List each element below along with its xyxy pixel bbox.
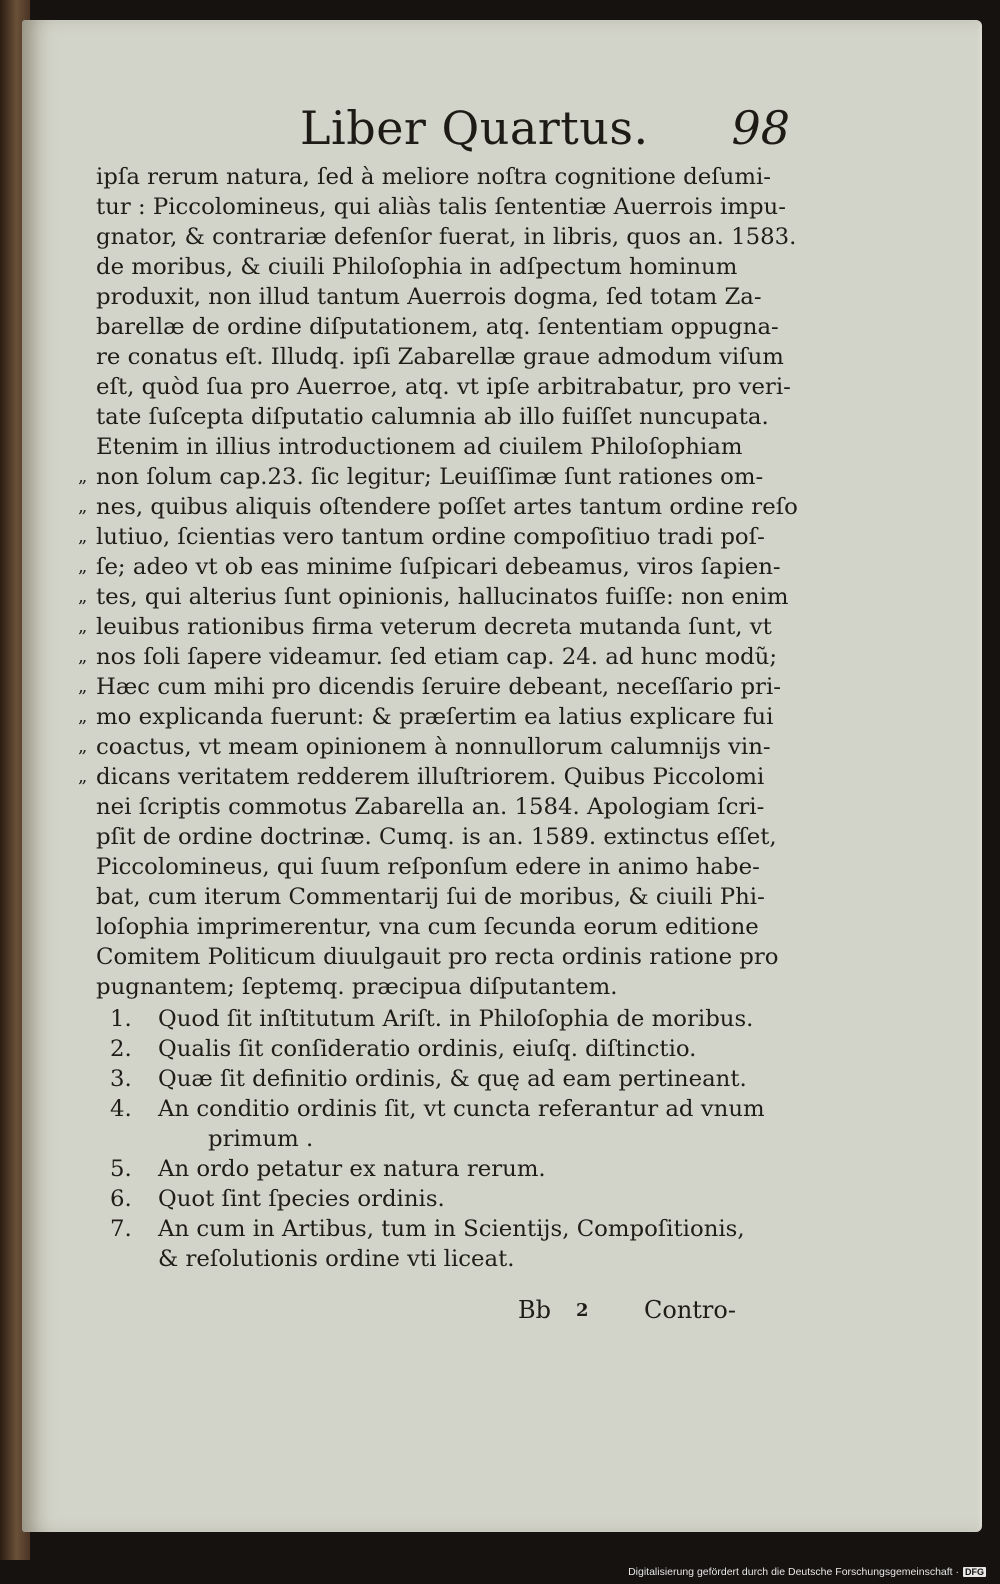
list-number: 3. xyxy=(110,1066,132,1092)
signature-mark: Bb xyxy=(518,1296,551,1324)
quote-marker: „ xyxy=(78,586,88,607)
text-line xyxy=(96,432,816,462)
list-item xyxy=(110,1154,810,1184)
line-text: non ſolum cap.23. ſic legitur; Leuiſſimæ ſunt rationes om- xyxy=(96,464,764,490)
list-item xyxy=(110,1004,810,1034)
line-text: tate ſuſcepta diſputatio calumnia ab illo fuiſſet nuncupata. xyxy=(96,404,769,430)
line-text: nes, quibus aliquis oſtendere poſſet artes tantum ordine reſo xyxy=(96,494,798,520)
text-line xyxy=(78,462,816,492)
text-line xyxy=(78,672,816,702)
list-number: 7. xyxy=(110,1216,132,1242)
line-text: Comitem Politicum diuulgauit pro recta ordinis ratione pro xyxy=(96,944,779,970)
quote-marker: „ xyxy=(78,736,88,757)
line-text: mo explicanda fuerunt: & præſertim ea latius explicare fui xyxy=(96,704,774,730)
catchword: Contro- xyxy=(644,1296,736,1324)
running-title: Liber Quartus. xyxy=(300,101,649,155)
text-line xyxy=(78,642,816,672)
quote-marker: „ xyxy=(78,496,88,517)
line-text: re conatus eſt. Illudq. ipſi Zabarellæ graue admodum viſum xyxy=(96,344,784,370)
text-line xyxy=(96,852,816,882)
list-continuation-text: primum . xyxy=(208,1126,314,1152)
digitization-credit xyxy=(628,1564,986,1580)
text-line xyxy=(96,882,816,912)
line-text: Hæc cum mihi pro dicendis ſeruire debeant, neceſſario pri- xyxy=(96,674,781,700)
text-line xyxy=(96,282,816,312)
list-text: Quæ ſit definitio ordinis, & quę ad eam pertineant. xyxy=(158,1066,747,1092)
line-text: de moribus, & ciuili Philoſophia in adſpectum hominum xyxy=(96,254,738,280)
line-text: produxit, non illud tantum Auerrois dogma, ſed totam Za- xyxy=(96,284,762,310)
list-number: 5. xyxy=(110,1156,132,1182)
list-number: 2. xyxy=(110,1036,132,1062)
line-text: pſit de ordine doctrinæ. Cumq. is an. 1589. extinctus eſſet, xyxy=(96,824,777,850)
text-line xyxy=(96,162,816,192)
text-line xyxy=(96,942,816,972)
line-text: bat, cum iterum Commentarij ſui de moribus, & ciuili Phi- xyxy=(96,884,765,910)
line-text: nei ſcriptis commotus Zabarella an. 1584. Apologiam ſcri- xyxy=(96,794,765,820)
quote-marker: „ xyxy=(78,556,88,577)
text-line xyxy=(78,492,816,522)
text-line xyxy=(96,192,816,222)
text-line xyxy=(96,342,816,372)
text-line xyxy=(96,402,816,432)
line-text: tes, qui alterius ſunt opinionis, hallucinatos fuiſſe: non enim xyxy=(96,584,789,610)
page-number: 98 xyxy=(731,101,790,155)
list-text: An conditio ordinis ſit, vt cuncta referantur ad vnum xyxy=(158,1096,765,1122)
line-text: tur : Piccolomineus, qui aliàs talis ſententiæ Auerrois impu- xyxy=(96,194,786,220)
text-line xyxy=(78,612,816,642)
list-item-continuation xyxy=(110,1244,810,1274)
line-text: gnator, & contrariæ defenſor fuerat, in libris, quos an. 1583. xyxy=(96,224,797,250)
list-number: 4. xyxy=(110,1096,132,1122)
list-text: An cum in Artibus, tum in Scientijs, Compoſitionis, xyxy=(158,1216,745,1242)
line-text: barellæ de ordine diſputationem, atq. ſententiam oppugna- xyxy=(96,314,779,340)
quote-marker: „ xyxy=(78,646,88,667)
line-text: pugnantem; ſeptemq. præcipua diſputantem. xyxy=(96,974,618,1000)
line-text: lutiuo, ſcientias vero tantum ordine compoſitiuo tradi poſ- xyxy=(96,524,765,550)
text-line xyxy=(78,732,816,762)
text-line xyxy=(78,552,816,582)
list-item-continuation xyxy=(110,1124,810,1154)
line-text: loſophia imprimerentur, vna cum ſecunda eorum editione xyxy=(96,914,759,940)
list-item xyxy=(110,1094,810,1124)
line-text: Piccolomineus, qui ſuum reſponſum edere in animo habe- xyxy=(96,854,760,880)
list-number: 1. xyxy=(110,1006,132,1032)
quote-marker: „ xyxy=(78,616,88,637)
list-item xyxy=(110,1214,810,1244)
list-text: Quod ſit inſtitutum Ariſt. in Philoſophia de moribus. xyxy=(158,1006,754,1032)
dfg-logo-icon: DFG xyxy=(965,1567,984,1577)
quote-marker: „ xyxy=(78,526,88,547)
list-text: Quot ſint ſpecies ordinis. xyxy=(158,1186,445,1212)
text-line xyxy=(78,522,816,552)
numbered-list xyxy=(110,1004,810,1274)
list-item xyxy=(110,1034,810,1064)
text-line xyxy=(96,312,816,342)
list-item xyxy=(110,1064,810,1094)
list-text: An ordo petatur ex natura rerum. xyxy=(158,1156,546,1182)
text-line xyxy=(78,582,816,612)
list-continuation-text: & reſolutionis ordine vti liceat. xyxy=(158,1246,515,1272)
quote-marker: „ xyxy=(78,466,88,487)
running-header xyxy=(300,100,790,160)
text-line xyxy=(96,372,816,402)
quote-marker: „ xyxy=(78,766,88,787)
text-line xyxy=(96,972,816,1002)
list-item xyxy=(110,1184,810,1214)
line-text: nos ſoli ſapere videamur. ſed etiam cap. 24. ad hunc modũ; xyxy=(96,644,778,670)
credit-text: Digitalisierung gefördert durch die Deutsche Forschungsgemeinschaft · xyxy=(628,1566,959,1578)
text-line xyxy=(78,762,816,792)
line-text: leuibus rationibus firma veterum decreta mutanda ſunt, vt xyxy=(96,614,772,640)
line-text: coactus, vt meam opinionem à nonnullorum calumnijs vin- xyxy=(96,734,771,760)
signature-number: 2 xyxy=(576,1300,589,1321)
text-line xyxy=(78,702,816,732)
line-text: eſt, quòd ſua pro Auerroe, atq. vt ipſe arbitrabatur, pro veri- xyxy=(96,374,791,400)
main-text xyxy=(78,162,816,1002)
list-text: Qualis ſit conſideratio ordinis, eiuſq. diſtinctio. xyxy=(158,1036,697,1062)
text-line xyxy=(96,912,816,942)
text-line xyxy=(96,252,816,282)
quote-marker: „ xyxy=(78,706,88,727)
line-text: dicans veritatem redderem illuſtriorem. Quibus Piccolomi xyxy=(96,764,765,790)
quote-marker: „ xyxy=(78,676,88,697)
text-line xyxy=(96,822,816,852)
line-text: Etenim in illius introductionem ad ciuilem Philoſophiam xyxy=(96,434,743,460)
line-text: ſe; adeo vt ob eas minime ſuſpicari debeamus, viros ſapien- xyxy=(96,554,781,580)
text-line xyxy=(96,792,816,822)
text-line xyxy=(96,222,816,252)
line-text: ipſa rerum natura, ſed à meliore noſtra cognitione deſumi- xyxy=(96,164,771,190)
list-number: 6. xyxy=(110,1186,132,1212)
